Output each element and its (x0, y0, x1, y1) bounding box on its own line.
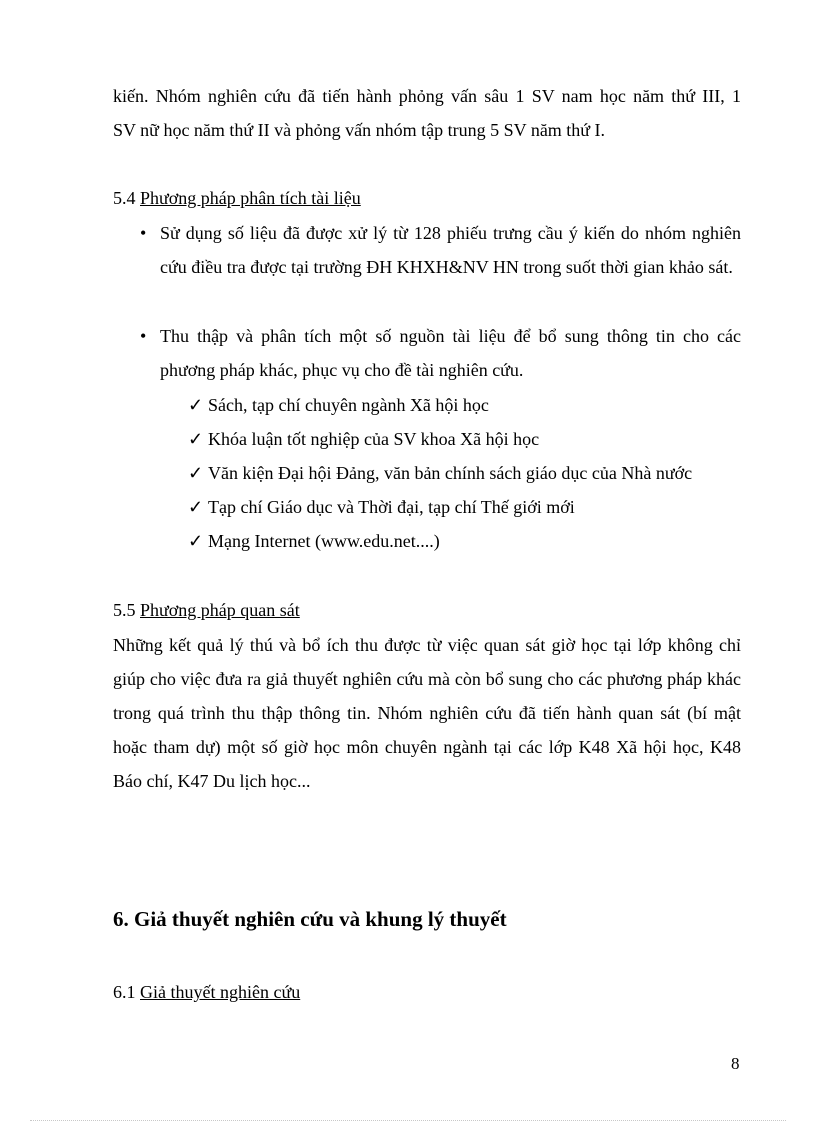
page-bottom-divider (30, 1120, 786, 1121)
section-title: Phương pháp phân tích tài liệu (140, 188, 361, 208)
check-item-text: Văn kiện Đại hội Đảng, văn bản chính sách giáo dục của Nhà nước (208, 463, 693, 483)
check-item (188, 427, 539, 451)
bullet-text: Sử dụng số liệu đã được xử lý từ 128 phiếu trưng cầu ý kiến do nhóm nghiên cứu điều tra được tại trường ĐH KHXH&NV HN trong suốt thời gian khảo sát. (160, 223, 741, 277)
check-item-text: Sách, tạp chí chuyên ngành Xã hội học (208, 395, 489, 415)
intro-paragraph (113, 79, 741, 147)
bullet-text: Thu thập và phân tích một số nguồn tài liệu để bổ sung thông tin cho các phương pháp khác, phục vụ cho đề tài nghiên cứu. (160, 326, 741, 380)
check-item (188, 529, 440, 553)
check-item (188, 495, 575, 519)
section-number: 5.4 (113, 188, 136, 208)
bullet-item (140, 216, 741, 284)
checkmark-icon: ✓ (188, 395, 204, 415)
check-item-text: Mạng Internet (www.edu.net....) (208, 531, 440, 551)
intro-line-1: kiến. Nhóm nghiên cứu đã tiến hành phỏng vấn sâu 1 SV nam học năm thứ III, 1 (113, 86, 741, 106)
checkmark-icon: ✓ (188, 531, 204, 551)
section-number: 5.5 (113, 600, 136, 620)
bullet-icon: • (140, 326, 147, 346)
checkmark-icon: ✓ (188, 463, 204, 483)
section-5-5-body: Những kết quả lý thú và bổ ích thu được từ việc quan sát giờ học tại lớp không chỉ giúp cho việc đưa ra giả thuyết nghiên cứu mà còn bổ sung cho các phương pháp khác trong quá trình thu thập thông tin. Nhóm nghiên cứu đã tiến hành quan sát (bí mật hoặc tham dự) một số giờ học môn chuyên ngành tại các lớp K48 Xã hội học, K48 Báo chí, K47 Du lịch học... (113, 635, 741, 791)
checkmark-icon: ✓ (188, 497, 204, 517)
section-number: 6.1 (113, 982, 136, 1002)
section-5-5-heading (113, 598, 300, 622)
intro-line-2: SV nữ học năm thứ II và phỏng vấn nhóm tập trung 5 SV năm thứ I. (113, 120, 606, 140)
section-6-heading: 6. Giả thuyết nghiên cứu và khung lý thuyết (113, 907, 507, 931)
check-item (188, 461, 692, 485)
check-item-text: Khóa luận tốt nghiệp của SV khoa Xã hội học (208, 429, 540, 449)
section-6-1-heading (113, 980, 300, 1004)
page-number: 8 (731, 1054, 740, 1073)
bullet-item (140, 319, 741, 387)
check-item (188, 393, 489, 417)
section-5-4-heading (113, 186, 361, 210)
check-item-text: Tạp chí Giáo dục và Thời đại, tạp chí Thế giới mới (208, 497, 575, 517)
bullet-icon: • (140, 223, 147, 243)
section-title: Phương pháp quan sát (140, 600, 300, 620)
checkmark-icon: ✓ (188, 429, 204, 449)
section-title: Giả thuyết nghiên cứu (140, 982, 301, 1002)
